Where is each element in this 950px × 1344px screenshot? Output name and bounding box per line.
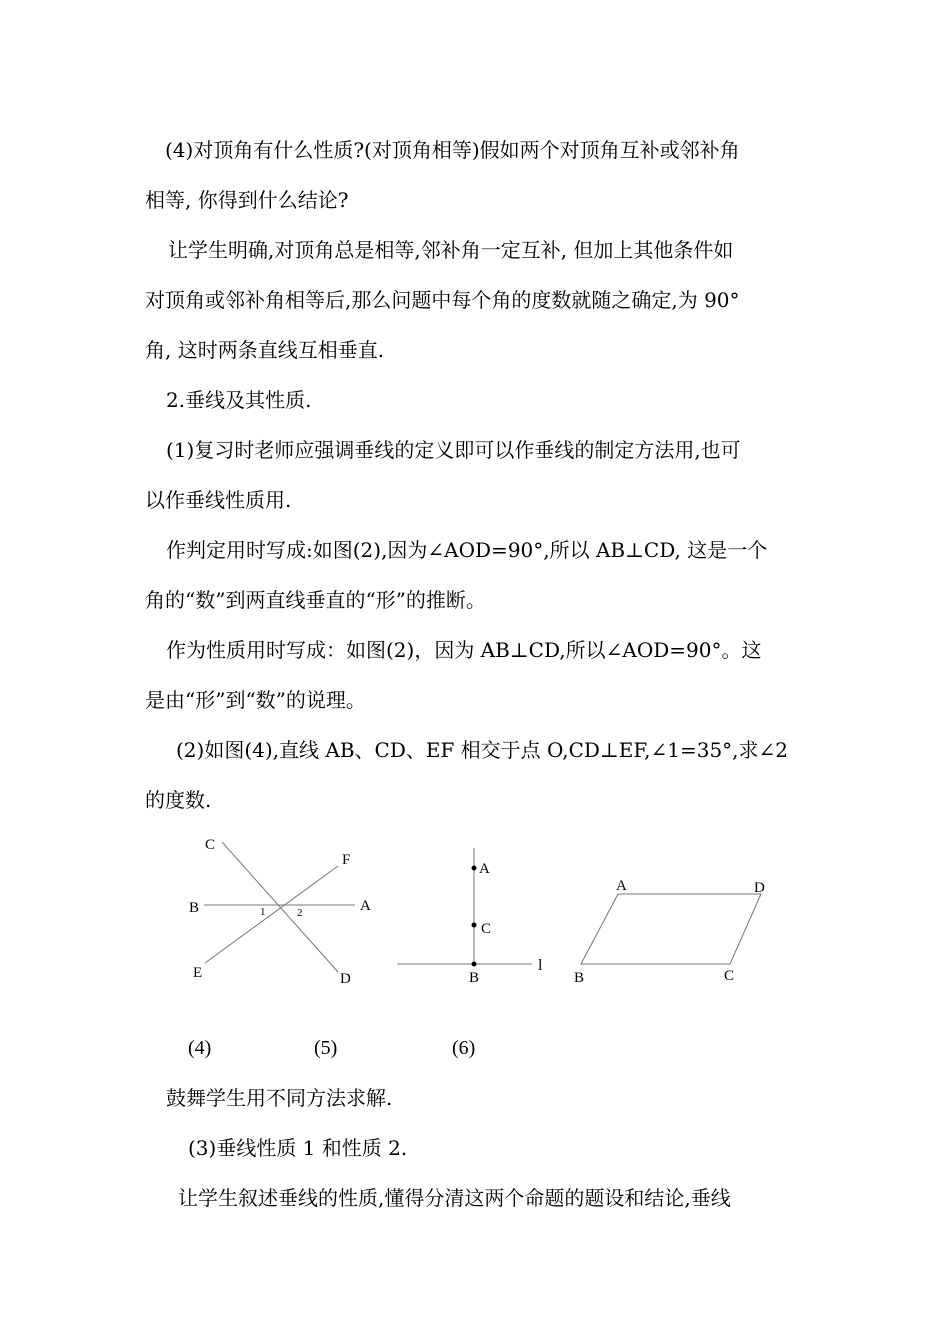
label-c: C [205, 837, 216, 853]
angle-2-label: 2 [297, 907, 303, 919]
paragraph-line: 是由“形”到“数”的说理。 [145, 688, 366, 712]
label-a: A [616, 878, 627, 894]
paragraph-line: 的度数. [145, 788, 212, 812]
label-b: B [189, 900, 200, 916]
paragraph-line: 角的“数”到两直线垂直的“形”的推断。 [145, 588, 486, 612]
label-f: F [342, 852, 351, 868]
label-a: A [360, 898, 371, 914]
label-l: l [538, 957, 543, 974]
label-b: B [574, 970, 585, 986]
figure-6-parallelogram [565, 870, 780, 990]
figure-4-intersecting-lines [180, 830, 390, 1000]
label-c: C [724, 968, 735, 984]
label-d: D [340, 971, 351, 987]
label-b: B [469, 970, 480, 986]
paragraph-line: 让学生明确,对顶角总是相等,邻补角一定互补, 但加上其他条件如 [168, 238, 734, 262]
figure-4-caption: (4) [188, 1037, 212, 1059]
paragraph-line: 对顶角或邻补角相等后,那么问题中每个角的度数就随之确定,为 90° [145, 288, 740, 312]
paragraph-line: (4)对顶角有什么性质?(对顶角相等)假如两个对顶角互补或邻补角 [165, 138, 740, 162]
paragraph-line: (3)垂线性质 1 和性质 2. [188, 1136, 408, 1160]
paragraph-line: 鼓舞学生用不同方法求解. [166, 1086, 393, 1110]
label-e: E [193, 965, 203, 981]
paragraph-line: 作为性质用时写成：如图(2)，因为 AB⊥CD,所以∠AOD=90°。这 [166, 638, 762, 662]
paragraph-line: 角, 这时两条直线互相垂直. [145, 338, 385, 362]
label-d: D [754, 880, 765, 896]
figure-5-perpendicular [390, 840, 560, 990]
figure-5-caption: (5) [314, 1037, 338, 1059]
paragraph-line: 2.垂线及其性质. [166, 388, 312, 412]
point-b [472, 962, 477, 967]
paragraph-line: 作判定用时写成:如图(2),因为∠AOD=90°,所以 AB⊥CD, 这是一个 [166, 538, 768, 562]
paragraph-line: (2)如图(4),直线 AB、CD、EF 相交于点 O,CD⊥EF,∠1=35°,求∠2 [176, 738, 789, 762]
paragraph-line: 以作垂线性质用. [145, 488, 292, 512]
paragraph-line: (1)复习时老师应强调垂线的定义即可以作垂线的制定方法用,也可 [166, 438, 741, 462]
label-a: A [479, 861, 490, 877]
label-c: C [481, 921, 492, 937]
angle-1-label: 1 [260, 906, 266, 918]
point-a [472, 866, 477, 871]
paragraph-line: 让学生叙述垂线的性质,懂得分清这两个命题的题设和结论,垂线 [178, 1186, 731, 1210]
paragraph-line: 相等, 你得到什么结论? [145, 188, 349, 212]
figure-6-caption: (6) [452, 1037, 476, 1059]
point-c [472, 923, 477, 928]
